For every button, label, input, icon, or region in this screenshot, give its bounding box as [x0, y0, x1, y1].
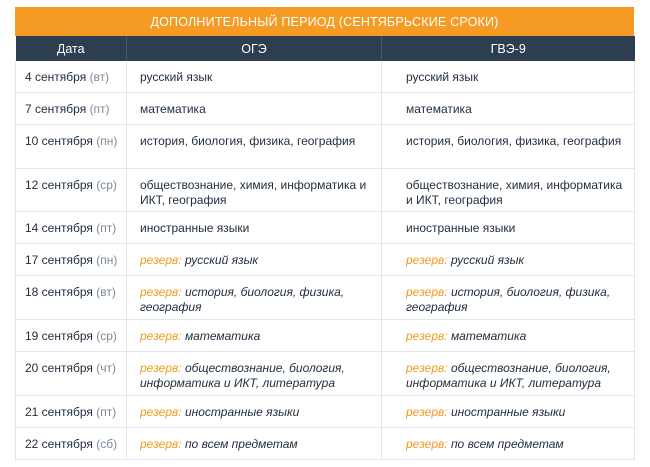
- oge-subjects-cell: [127, 396, 382, 428]
- table-row: [16, 61, 635, 93]
- weekday-text: (чт): [96, 361, 116, 375]
- period-banner: ДОПОЛНИТЕЛЬНЫЙ ПЕРИОД (СЕНТЯБРЬСКИЕ СРОКИ): [15, 7, 634, 36]
- column-header-date: Дата: [16, 36, 127, 61]
- weekday-text: (пн): [96, 253, 118, 267]
- gve-subjects-cell: [382, 320, 635, 352]
- gve-subjects-cell: [382, 276, 635, 320]
- gve-subjects-cell: [382, 169, 635, 212]
- table-header-row: [16, 36, 635, 61]
- weekday-text: (пт): [96, 405, 117, 419]
- subjects-text: иностранные языки: [450, 405, 566, 419]
- date-cell: [16, 125, 127, 169]
- date-text: 12 сентября: [25, 178, 93, 192]
- date-cell: [16, 169, 127, 212]
- subjects-text: история, биология, физика, география: [406, 285, 611, 314]
- table-row: [16, 244, 635, 276]
- weekday-text: (пн): [96, 134, 118, 148]
- date-cell: [16, 212, 127, 244]
- date-text: 10 сентября: [25, 134, 93, 148]
- table-row: [16, 320, 635, 352]
- date-text: 18 сентября: [25, 285, 93, 299]
- weekday-text: (пт): [89, 102, 110, 116]
- table-row: [16, 169, 635, 212]
- oge-subjects-cell: [127, 61, 382, 93]
- gve-subjects-cell: [382, 93, 635, 125]
- oge-subjects-cell: [127, 93, 382, 125]
- oge-subjects-cell: [127, 244, 382, 276]
- subjects-text: обществознание, химия, информатика и ИКТ, география: [406, 178, 623, 207]
- date-cell: [16, 93, 127, 125]
- date-text: 7 сентября: [25, 102, 87, 116]
- gve-subjects-cell: [382, 125, 635, 169]
- date-cell: [16, 276, 127, 320]
- date-cell: [16, 61, 127, 93]
- oge-subjects-cell: [127, 320, 382, 352]
- weekday-text: (вт): [96, 285, 116, 299]
- weekday-text: (вт): [89, 70, 110, 84]
- subjects-text: обществознание, химия, информатика и ИКТ, география: [140, 178, 367, 207]
- subjects-text: иностранные языки: [140, 221, 250, 235]
- subjects-text: по всем предметам: [450, 437, 564, 451]
- subjects-text: история, биология, физика, география: [406, 134, 622, 148]
- subjects-text: обществознание, биология, информатика и ИКТ, литература: [406, 361, 611, 390]
- gve-subjects-cell: [382, 352, 635, 396]
- reserve-label: резерв:: [406, 329, 448, 343]
- subjects-text: русский язык: [450, 253, 525, 267]
- schedule-rows: [16, 61, 635, 460]
- oge-subjects-cell: [127, 276, 382, 320]
- table-row: [16, 93, 635, 125]
- table-row: [16, 428, 635, 460]
- subjects-text: иностранные языки: [184, 405, 300, 419]
- reserve-label: резерв:: [140, 361, 182, 375]
- subjects-text: математика: [140, 102, 206, 116]
- subjects-text: математика: [184, 329, 261, 343]
- date-text: 21 сентября: [25, 405, 93, 419]
- reserve-label: резерв:: [406, 285, 448, 299]
- weekday-text: (ср): [96, 178, 117, 192]
- reserve-label: резерв:: [406, 405, 448, 419]
- reserve-label: резерв:: [406, 361, 448, 375]
- subjects-text: русский язык: [406, 70, 479, 84]
- table-row: [16, 212, 635, 244]
- subjects-text: русский язык: [140, 70, 213, 84]
- weekday-text: (пт): [96, 221, 117, 235]
- weekday-text: (сб): [96, 437, 118, 451]
- column-header-oge: ОГЭ: [127, 36, 382, 61]
- subjects-text: история, биология, физика, география: [140, 285, 345, 314]
- date-cell: [16, 396, 127, 428]
- subjects-text: математика: [406, 102, 472, 116]
- subjects-text: по всем предметам: [184, 437, 298, 451]
- date-cell: [16, 320, 127, 352]
- reserve-label: резерв:: [406, 253, 448, 267]
- date-text: 19 сентября: [25, 329, 93, 343]
- reserve-label: резерв:: [140, 285, 182, 299]
- date-text: 17 сентября: [25, 253, 93, 267]
- reserve-label: резерв:: [140, 405, 182, 419]
- oge-subjects-cell: [127, 428, 382, 460]
- gve-subjects-cell: [382, 396, 635, 428]
- gve-subjects-cell: [382, 428, 635, 460]
- date-cell: [16, 352, 127, 396]
- column-header-gve: ГВЭ-9: [382, 36, 635, 61]
- table-row: [16, 352, 635, 396]
- subjects-text: обществознание, биология, информатика и ИКТ, литература: [140, 361, 345, 390]
- gve-subjects-cell: [382, 61, 635, 93]
- oge-subjects-cell: [127, 125, 382, 169]
- oge-subjects-cell: [127, 352, 382, 396]
- date-text: 14 сентября: [25, 221, 93, 235]
- subjects-text: математика: [450, 329, 527, 343]
- subjects-text: русский язык: [184, 253, 259, 267]
- reserve-label: резерв:: [140, 437, 182, 451]
- weekday-text: (ср): [96, 329, 117, 343]
- oge-subjects-cell: [127, 169, 382, 212]
- reserve-label: резерв:: [140, 253, 182, 267]
- date-text: 4 сентября: [25, 70, 87, 84]
- reserve-label: резерв:: [140, 329, 182, 343]
- subjects-text: история, биология, физика, география: [140, 134, 356, 148]
- date-cell: [16, 428, 127, 460]
- schedule-table: [15, 36, 635, 460]
- date-text: 20 сентября: [25, 361, 93, 375]
- date-cell: [16, 244, 127, 276]
- reserve-label: резерв:: [406, 437, 448, 451]
- gve-subjects-cell: [382, 244, 635, 276]
- table-row: [16, 396, 635, 428]
- subjects-text: иностранные языки: [406, 221, 516, 235]
- gve-subjects-cell: [382, 212, 635, 244]
- date-text: 22 сентября: [25, 437, 93, 451]
- oge-subjects-cell: [127, 212, 382, 244]
- table-row: [16, 276, 635, 320]
- table-row: [16, 125, 635, 169]
